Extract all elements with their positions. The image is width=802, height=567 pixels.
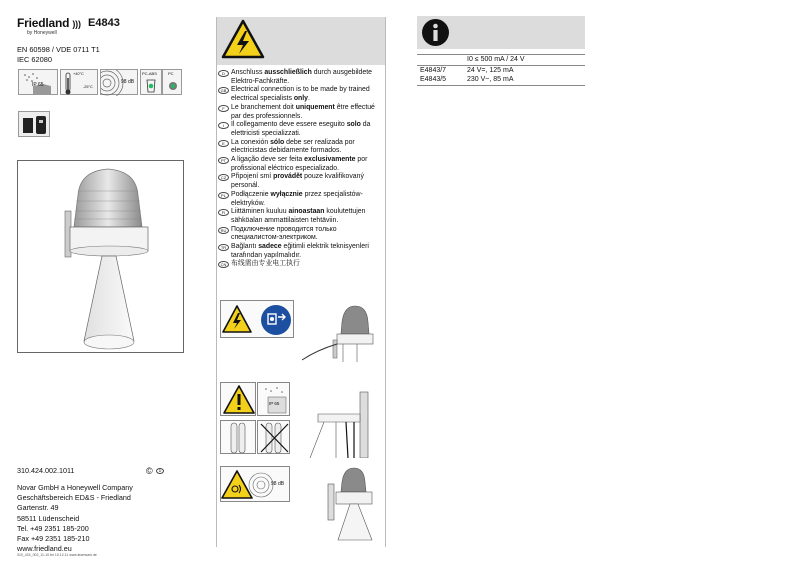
safety-text xyxy=(231,173,384,190)
brand-name: Friedland xyxy=(17,16,70,30)
safety-text-run: debe ser realizada por electricistas debidamente formados. xyxy=(231,138,355,155)
company-name: Novar GmbH a Honeywell Company xyxy=(17,483,133,492)
temperature-icon xyxy=(60,69,98,95)
ip-rating-icon xyxy=(18,69,58,95)
safety-text-run: Подключение проводится только специалистом-электриком. xyxy=(231,225,337,242)
instruction-db-label: 98 dB xyxy=(271,481,285,487)
ip-label: IP 65 xyxy=(32,82,44,88)
safety-text-run: eğitimli elektrik teknisyenleri tarafından yapılmalıdır. xyxy=(231,243,369,259)
spec-model: E4843/5 xyxy=(420,76,447,83)
spec-header-row xyxy=(417,55,585,65)
safety-text-item xyxy=(218,104,384,121)
product-image xyxy=(17,160,184,353)
safety-text-emphasis: exclusivamente xyxy=(304,156,356,164)
safety-text-emphasis: uniquement xyxy=(295,103,335,111)
language-code-badge: FI xyxy=(218,209,229,216)
brand-logo xyxy=(17,16,81,30)
instruction-box-ip xyxy=(257,382,290,416)
warning-header xyxy=(217,17,385,65)
safety-text-run: pouze kvalifikovaný personál. xyxy=(231,173,364,190)
mounting-drawing-1 xyxy=(297,300,377,362)
safety-text xyxy=(231,121,384,138)
safety-text-run: Le branchement doit xyxy=(231,103,296,111)
language-code-badge: RU xyxy=(218,227,229,234)
safety-text-run: Bağlantı xyxy=(231,243,259,251)
temp-low: -25°C xyxy=(83,85,93,89)
spec-value: 24 V=, 125 mA xyxy=(467,66,514,74)
safety-text-run: Podłączenie xyxy=(231,190,271,198)
address-city: 58511 Lüdenscheid xyxy=(17,513,80,523)
language-code-badge: I xyxy=(218,122,229,129)
safety-text-run: Il collegamento deve essere eseguito xyxy=(231,121,347,129)
safety-text xyxy=(231,191,384,208)
safety-text-item xyxy=(218,226,384,243)
material-icon xyxy=(140,69,162,95)
safety-text-item xyxy=(218,173,384,190)
safety-text xyxy=(231,104,384,121)
safety-text-run: La conexión xyxy=(231,138,271,146)
mounting-drawing-2 xyxy=(296,378,380,458)
safety-text-emphasis: solo xyxy=(346,121,361,129)
accessory-icon xyxy=(18,111,50,137)
model-number: E4843 xyxy=(88,17,120,29)
high-voltage-warning-icon xyxy=(221,19,265,59)
language-code-badge: GB xyxy=(218,87,229,94)
mounting-drawing-3 xyxy=(298,462,382,542)
country-badge-icon: D xyxy=(156,468,164,474)
safety-text-item xyxy=(218,243,384,260)
copyright-icon: © xyxy=(146,466,153,476)
standard-1: EN 60598 / VDE 0711 T1 xyxy=(17,45,100,54)
db-label: 98 dB xyxy=(121,79,135,85)
safety-text-item xyxy=(218,156,384,173)
safety-text-item xyxy=(218,86,384,103)
language-code-badge: CZ xyxy=(218,174,229,181)
safety-text-emphasis: ainoastaan xyxy=(288,208,325,216)
safety-text-run: por profissional eléctrico especializado. xyxy=(231,156,368,172)
language-code-badge: PL xyxy=(218,192,229,199)
safety-text-run: Připojení smí xyxy=(231,173,274,181)
spec-value: 230 V~, 85 mA xyxy=(467,76,514,83)
material-label-1: PC-ABS xyxy=(142,71,157,76)
standard-2: IEC 62080 xyxy=(17,55,52,64)
instruction-box-hearing xyxy=(220,466,290,502)
instruction-ip-label: IP 65 xyxy=(269,401,280,406)
material-label-2: PC xyxy=(168,71,174,76)
spec-header: I0 ≤ 500 mA / 24 V xyxy=(467,56,525,63)
language-code-badge: D xyxy=(218,70,229,77)
safety-text-emphasis: ausschließlich xyxy=(264,69,312,76)
safety-text-item xyxy=(218,260,384,269)
logo-waves-icon: ))) xyxy=(72,19,81,29)
spec-model: E4843/7 xyxy=(420,66,447,74)
doc-number: 310.424.002.1011 xyxy=(17,466,75,475)
spec-table xyxy=(417,54,585,86)
info-header xyxy=(417,16,585,49)
safety-text-emphasis: sólo xyxy=(270,138,285,146)
brand-sub: by Honeywell xyxy=(27,30,57,36)
instruction-box-warning xyxy=(220,382,256,416)
address-street: Gartenstr. 49 xyxy=(17,503,59,513)
website-link[interactable]: www.friedland.eu xyxy=(17,544,72,554)
safety-text xyxy=(231,243,384,260)
info-icon xyxy=(421,18,450,47)
safety-text-item xyxy=(218,208,384,225)
safety-text-item xyxy=(218,139,384,156)
safety-text-list xyxy=(218,69,384,269)
language-code-badge: PT xyxy=(218,157,229,164)
safety-text-item xyxy=(218,69,384,86)
safety-text-run: przez specjalistów-elektryków. xyxy=(231,190,363,207)
safety-text xyxy=(231,69,384,86)
instruction-box-no-cable xyxy=(257,420,290,454)
safety-text xyxy=(231,226,384,243)
safety-text xyxy=(231,86,384,103)
safety-text-run: Liittäminen kuuluu xyxy=(231,208,289,216)
safety-text-item xyxy=(218,121,384,138)
sound-level-icon xyxy=(100,69,138,95)
safety-text-run: durch ausgebildete Elektro-Fachkräfte. xyxy=(231,69,372,85)
language-code-badge: F xyxy=(218,105,229,112)
material-icon-2 xyxy=(162,69,182,95)
contact-block xyxy=(17,483,133,554)
safety-text-emphasis: wyłącznie xyxy=(270,190,303,198)
safety-text-item xyxy=(218,191,384,208)
safety-text-emphasis: only xyxy=(293,95,308,103)
safety-text xyxy=(231,156,384,173)
safety-text-run: da elettricisti specializzati. xyxy=(231,121,371,137)
safety-text-run: 布线需由专业电工执行 xyxy=(231,260,300,268)
phone: Tel. +49 2351 185-200 xyxy=(17,523,89,533)
spec-row xyxy=(417,75,585,85)
safety-text xyxy=(231,208,384,225)
instruction-box-1 xyxy=(220,300,294,338)
safety-text-run: Anschluss xyxy=(231,69,265,76)
safety-text-run: . xyxy=(307,95,310,103)
safety-text-emphasis: sadece xyxy=(258,243,282,251)
fax: Fax +49 2351 185-210 xyxy=(17,534,90,544)
footer-meta: 310_424_002_11-10.fm 10.12.11 www.teamsam.de xyxy=(17,553,97,557)
safety-text-run: A ligação deve ser feita xyxy=(231,156,305,164)
safety-text-run: Electrical connection is to be made by trained electrical specialists xyxy=(231,86,370,103)
safety-text-run: être effectué par des professionnels. xyxy=(231,103,375,120)
language-code-badge: E xyxy=(218,140,229,147)
temp-high: +40°C xyxy=(73,72,84,76)
instruction-box-cable xyxy=(220,420,256,454)
safety-text xyxy=(231,260,384,269)
language-code-badge: CN xyxy=(218,261,229,268)
safety-text-run: koulutettujen sähköalan ammattilaisten tehtäviin. xyxy=(231,208,366,224)
safety-text-emphasis: provádět xyxy=(273,173,303,181)
safety-text xyxy=(231,139,384,156)
spec-row xyxy=(417,65,585,76)
company-division: Geschäftsbereich ED&S - Friedland xyxy=(17,493,131,503)
language-code-badge: TR xyxy=(218,244,229,251)
